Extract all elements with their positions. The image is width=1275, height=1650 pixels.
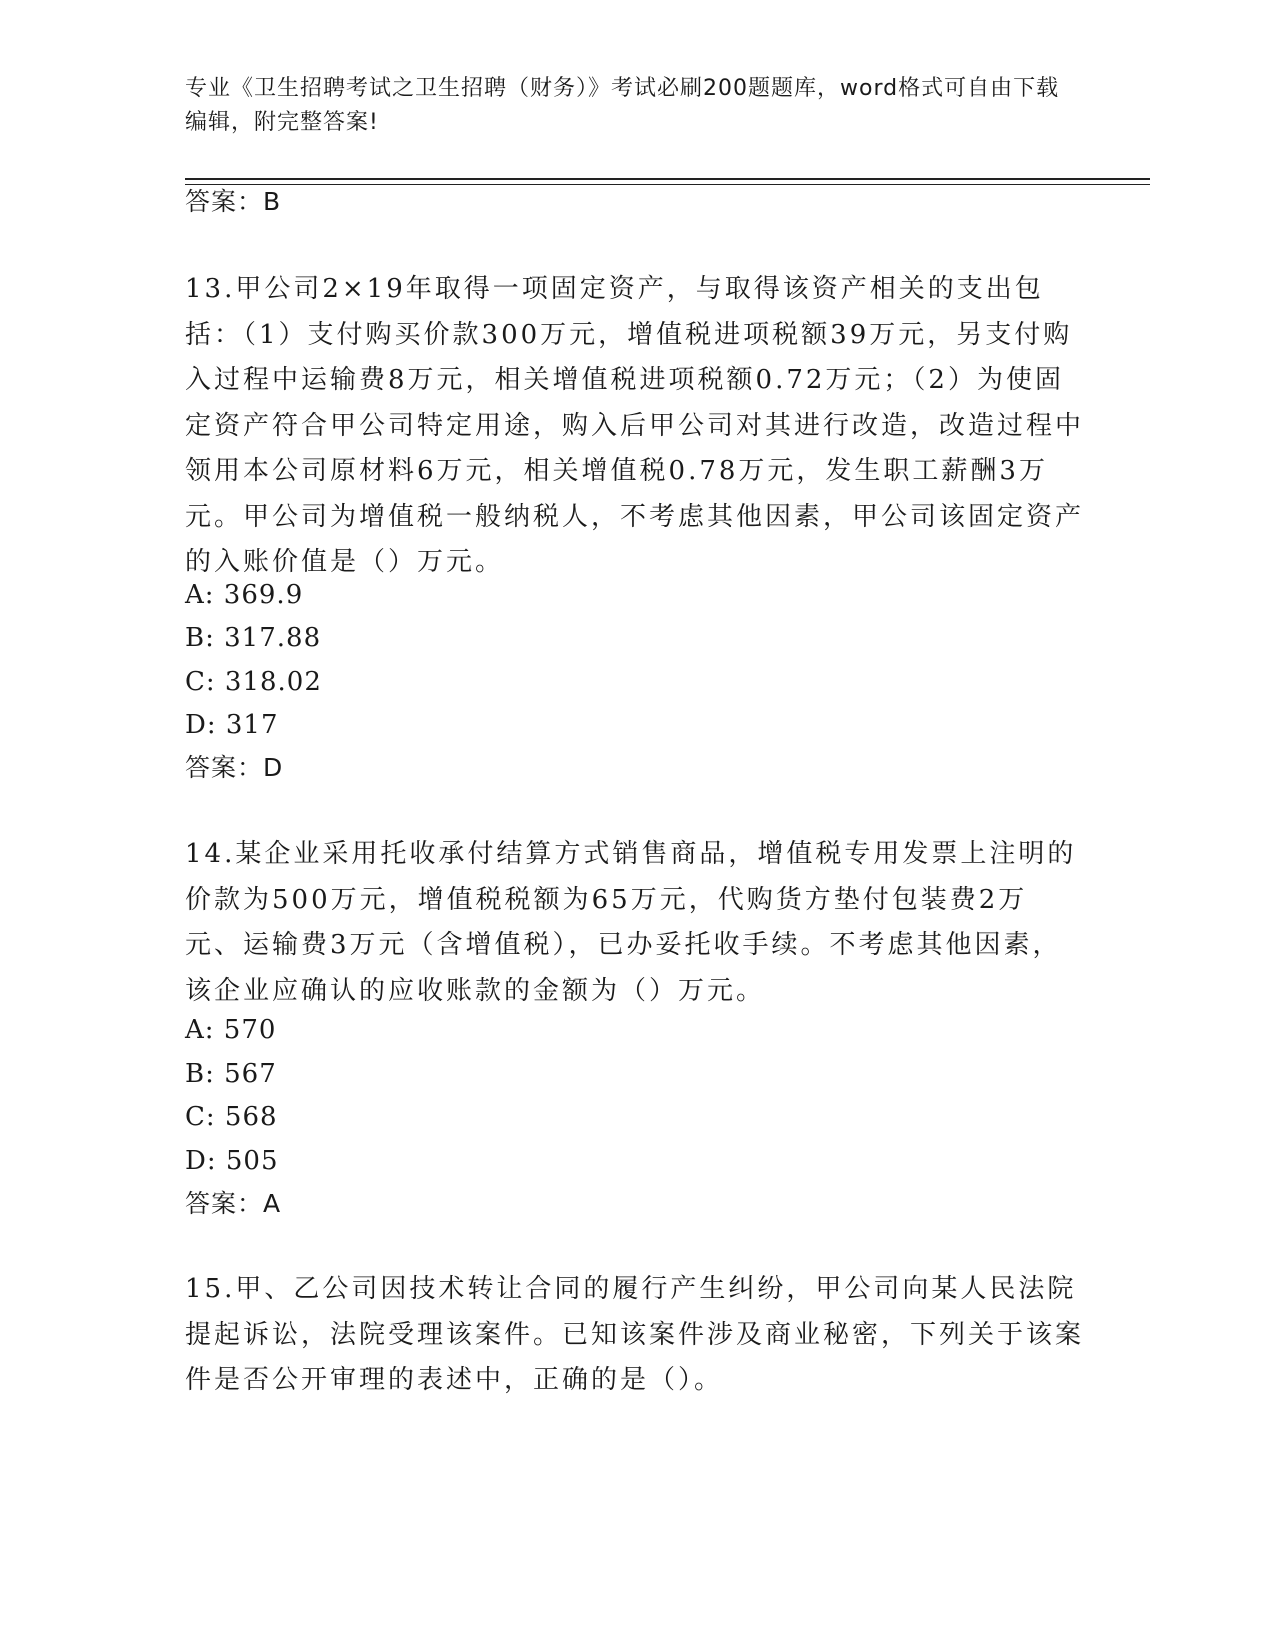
question-14-answer: 答案：A (185, 1189, 282, 1218)
question-14-option-c: C: 568 (185, 1102, 278, 1132)
question-13-option-b: B: 317.88 (185, 623, 322, 653)
question-14-option-d: D: 505 (185, 1146, 279, 1176)
question-14-option-b: B: 567 (185, 1059, 277, 1089)
question-13-option-d: D: 317 (185, 710, 279, 740)
question-13-answer: 答案：D (185, 753, 284, 782)
question-13-option-a: A: 369.9 (185, 580, 304, 610)
question-15-text: 15.甲、乙公司因技术转让合同的履行产生纠纷，甲公司向某人民法院提起诉讼，法院受理该案件。已知该案件涉及商业秘密，下列关于该案件是否公开审理的表述中，正确的是（）。 (185, 1274, 1085, 1395)
question-14-option-a: A: 570 (185, 1015, 277, 1045)
question-14-text: 14.某企业采用托收承付结算方式销售商品，增值税专用发票上注明的价款为500万元，增值税税额为65万元，代购货方垫付包装费2万元、运输费3万元（含增值税），已办妥托收手续。不考虑其他因素，该企业应确认的应收账款的金额为（）万元。 (185, 839, 1077, 1006)
question-13-option-c: C: 318.02 (185, 667, 322, 697)
header-divider-thick (185, 178, 1150, 180)
previous-answer: 答案：B (185, 187, 282, 216)
page-header: 专业《卫生招聘考试之卫生招聘（财务）》考试必刷200题题库，word格式可自由下载编辑，附完整答案! (185, 76, 1060, 135)
question-13-text: 13.甲公司2×19年取得一项固定资产，与取得该资产相关的支出包括：（1）支付购买价款300万元，增值税进项税额39万元，另支付购入过程中运输费8万元，相关增值税进项税额0.72万元；（2）为使固定资产符合甲公司特定用途，购入后甲公司对其进行改造，改造过程中领用本公司原材料6万元，相关增值税0.78万元，发生职工薪酬3万元。甲公司为增值税一般纳税人，不考虑其他因素，甲公司该固定资产的入账价值是（）万元。 (185, 274, 1085, 577)
header-divider-thin (185, 184, 1150, 185)
